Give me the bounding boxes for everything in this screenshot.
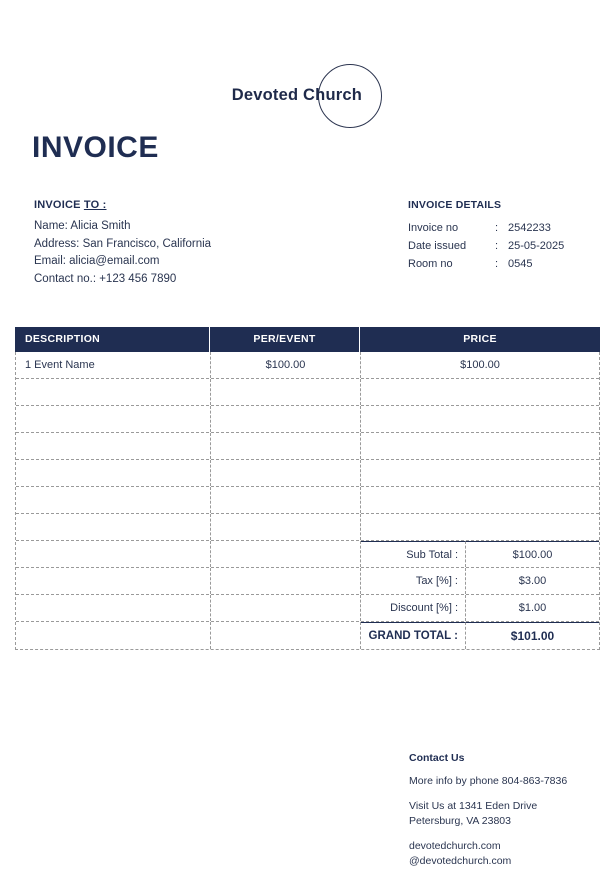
- cell-price: [361, 460, 599, 486]
- cell-description: [16, 406, 211, 432]
- table-row-grand-total: [16, 622, 599, 649]
- invoice-details-block: [408, 199, 608, 273]
- column-header-per-event: PER/EVENT: [210, 327, 360, 352]
- discount-value: $1.00: [518, 602, 547, 614]
- cell-description: [16, 460, 211, 486]
- cell-description: [16, 541, 211, 567]
- line-items-table: [15, 327, 600, 650]
- cell-per-event: [211, 433, 361, 459]
- column-header-description: DESCRIPTION: [15, 327, 210, 352]
- table-body: [15, 352, 600, 650]
- cell-per-event: [211, 406, 361, 432]
- table-row: [16, 433, 599, 460]
- table-row: [16, 514, 599, 541]
- bill-to-heading-underlined: TO :: [83, 199, 107, 211]
- tax-label: Tax [%] :: [361, 568, 466, 594]
- cell-per-event: [211, 379, 361, 405]
- invoice-details-row: [408, 219, 608, 237]
- invoice-no-value: 2542233: [508, 222, 551, 234]
- cell-subtotal: [361, 541, 599, 567]
- date-issued-colon: :: [495, 240, 499, 252]
- bill-to-block: [34, 199, 384, 288]
- cell-grand-total: [361, 622, 599, 649]
- cell-price: [361, 379, 599, 405]
- cell-per-event: [211, 460, 361, 486]
- table-row: [16, 487, 599, 514]
- contact-website[interactable]: devotedchurch.com: [409, 840, 501, 852]
- cell-price: [361, 406, 599, 432]
- bill-to-heading-main: INVOICE: [34, 199, 84, 211]
- table-header-row: [15, 327, 600, 352]
- cell-price: [361, 487, 599, 513]
- date-issued-label: Date issued: [408, 240, 467, 252]
- cell-tax: [361, 568, 599, 594]
- table-row-tax: [16, 568, 599, 595]
- cell-per-event: [211, 595, 361, 621]
- contact-address-line-1: Visit Us at 1341 Eden Drive: [409, 800, 538, 812]
- bill-to-address: Address: San Francisco, California: [34, 237, 212, 250]
- cell-price: [361, 433, 599, 459]
- table-row-discount: [16, 595, 599, 622]
- contact-heading: Contact Us: [409, 752, 465, 764]
- invoice-details-row: [408, 237, 608, 255]
- room-no-value: 0545: [508, 258, 533, 270]
- cell-description: [16, 433, 211, 459]
- cell-per-event: [211, 514, 361, 540]
- cell-price: $100.00: [460, 359, 500, 371]
- room-no-label: Room no: [408, 258, 453, 270]
- cell-per-event: [211, 622, 361, 649]
- cell-description: [16, 568, 211, 594]
- table-row-subtotal: [16, 541, 599, 568]
- discount-label: Discount [%] :: [361, 595, 466, 621]
- invoice-no-label: Invoice no: [408, 222, 459, 234]
- grand-total-label: GRAND TOTAL :: [361, 622, 466, 649]
- cell-description: [16, 379, 211, 405]
- bill-to-email: Email: alicia@email.com: [34, 255, 160, 267]
- table-row: [16, 352, 599, 379]
- table-row: [16, 460, 599, 487]
- contact-phone: More info by phone 804-863-7836: [409, 775, 568, 787]
- subtotal-value: $100.00: [466, 541, 599, 568]
- cell-description: [16, 487, 211, 513]
- cell-per-event: [211, 541, 361, 567]
- column-header-price: PRICE: [463, 333, 497, 345]
- bill-to-heading: [34, 199, 384, 211]
- invoice-details-row: [408, 255, 608, 273]
- bill-to-name: Name: Alicia Smith: [34, 220, 131, 232]
- table-row: [16, 379, 599, 406]
- invoice-details-heading: INVOICE DETAILS: [408, 199, 502, 211]
- bill-to-contact: Contact no.: +123 456 7890: [34, 272, 177, 285]
- brand-logo: [0, 32, 616, 102]
- date-issued-value: 25-05-2025: [508, 240, 565, 252]
- contact-footer: [409, 752, 609, 879]
- cell-per-event: $100.00: [211, 352, 361, 378]
- tax-value: $3.00: [518, 575, 547, 587]
- cell-description: [16, 595, 211, 621]
- table-row: [16, 406, 599, 433]
- contact-address-line-2: Petersburg, VA 23803: [409, 815, 511, 827]
- page-title: INVOICE: [32, 131, 159, 164]
- cell-per-event: [211, 487, 361, 513]
- room-no-colon: :: [495, 258, 499, 270]
- cell-description: [16, 514, 211, 540]
- grand-total-value: $101.00: [466, 622, 599, 650]
- cell-description: 1 Event Name: [16, 352, 211, 378]
- cell-per-event: [211, 568, 361, 594]
- subtotal-label: Sub Total :: [361, 541, 466, 567]
- invoice-no-colon: :: [495, 222, 499, 234]
- logo-text: Devoted Church: [231, 86, 362, 104]
- contact-handle[interactable]: @devotedchurch.com: [409, 855, 512, 867]
- cell-description: [16, 622, 211, 649]
- cell-price: [361, 514, 599, 540]
- cell-discount: [361, 595, 599, 621]
